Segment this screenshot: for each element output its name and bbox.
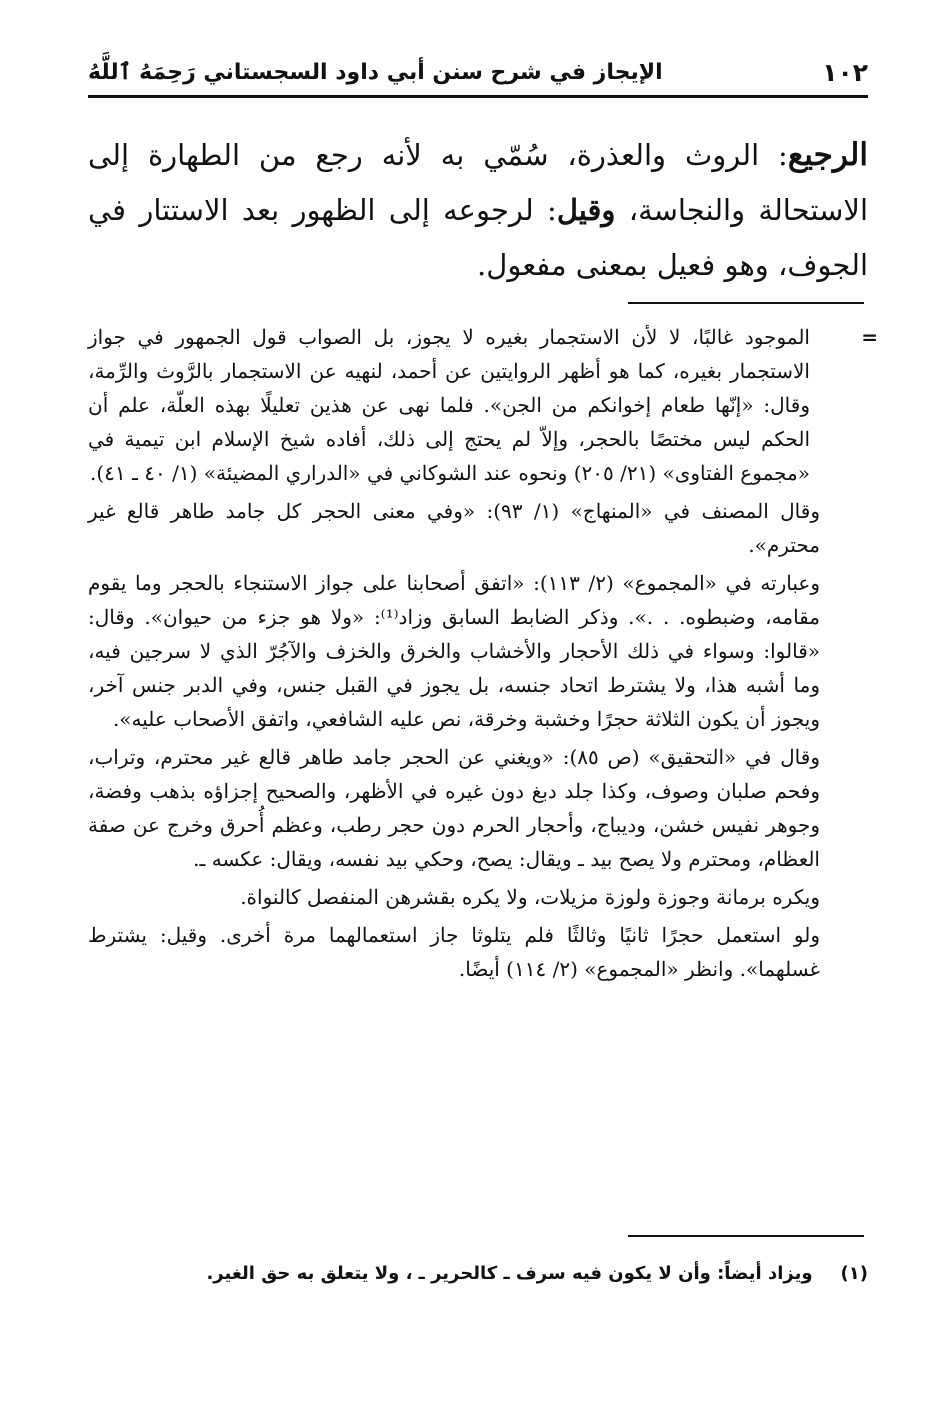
defined-term: الرجيع bbox=[787, 137, 868, 173]
page-number: ١٠٢ bbox=[822, 57, 868, 87]
footnote-paragraph: الموجود غالبًا، لا لأن الاستجمار بغيره لا يجوز، بل الصواب قول الجمهور في جواز الاستجمار بغيره، كما هو أظهر الروايتين عن أحمد، لنهيه عن الاستجمار بالرَّوث والرِّمة، وقال: «إنّها طعام إخوانكم من الجن». فلما نهى عن هذين تعليلًا بهذه العلّة، علم أن الحكم ليس مختصًا بالحجر، وإلاّ لم يحتج إلى ذلك، أفاده شيخ الإسلام ابن تيمية في «مجموع الفتاوى» (٢١/ ٢٠٥) ونحوه عند الشوكاني في «الدراري المضيئة» (١/ ٤٠ ـ ٤١). bbox=[88, 325, 810, 485]
subnote-number: (١) bbox=[840, 1263, 868, 1284]
subnote-text: ويزاد أيضاً: وأن لا يكون فيه سرف ـ كالحرير ـ ، ولا يتعلق به حق الغير. bbox=[206, 1263, 813, 1284]
definition-text-2: : لرجوعه إلى الظهور بعد الاستتار في الجوف، وهو فعيل بمعنى مفعول. bbox=[88, 193, 868, 282]
continuation-marker: = bbox=[861, 325, 878, 349]
header-divider bbox=[88, 95, 868, 98]
footnote-paragraph: وقال في «التحقيق» (ص ٨٥): «ويغني عن الحجر جامد طاهر قالع غير محترم، وتراب، وفحم صلبان وصوف، وكذا جلد دبغ دون غيره في الأظهر، والصحيح إجزاؤه بذهب وفضة، وجوهر نفيس خشن، وديباج، وأحجار الحرم دون حجر رطب، وعظم أُحرق وخرج عن صفة العظام، ومحترم ولا يصح بيد ـ ويقال: يصح، وحكي بيد نفسه، ويقال: عكسه ـ. bbox=[88, 745, 820, 871]
definition-keyword: وقيل bbox=[556, 193, 616, 227]
subnote bbox=[88, 1260, 868, 1288]
footnote-paragraph: ولو استعمل حجرًا ثانيًا وثالثًا فلم يتلوثا جاز استعمالهما مرة أخرى. وقيل: يشترط غسلهما». وانظر «المجموع» (٢/ ١١٤) أيضًا. bbox=[88, 923, 820, 981]
main-definition bbox=[88, 128, 868, 293]
footnote-block bbox=[88, 320, 878, 990]
subnote-divider bbox=[628, 1235, 864, 1237]
definition-text-1: : الروث والعذرة، سُمّي به لأنه رجع من الطهارة إلى الاستحالة والنجاسة، bbox=[88, 138, 868, 227]
footnote-paragraph: وعبارته في «المجموع» (٢/ ١١٣): «اتفق أصحابنا على جواز الاستنجاء بالحجر وما يقوم مقامه، وضبطوه. . .». وذكر الضابط السابق وزاد⁽¹⁾: «ولا هو جزء من حيوان». وقال: «قالوا: وسواء في ذلك الأحجار والأخشاب والخرق والخزف والآجُرّ الذي لا سرجين فيه، وما أشبه هذا، ولا يشترط اتحاد جنسه، بل يجوز في القبل جنس، وفي الدبر جنس آخر، ويجوز أن يكون الثلاثة حجرًا وخشبة وخرقة، نص عليه الشافعي، واتفق الأصحاب عليه». bbox=[88, 571, 820, 731]
footnote-divider bbox=[628, 302, 864, 304]
footnote-paragraph: وقال المصنف في «المنهاج» (١/ ٩٣): «وفي معنى الحجر كل جامد طاهر قالع غير محترم». bbox=[88, 499, 820, 557]
book-title: الإيجاز في شرح سنن أبي داود السجستاني رَحِمَهُ ٱللَّهُ bbox=[88, 59, 663, 85]
footnote-paragraph: ويكره برمانة وجوزة ولوزة مزيلات، ولا يكره بقشرهن المنفصل كالنواة. bbox=[240, 885, 820, 909]
running-header bbox=[88, 52, 868, 92]
